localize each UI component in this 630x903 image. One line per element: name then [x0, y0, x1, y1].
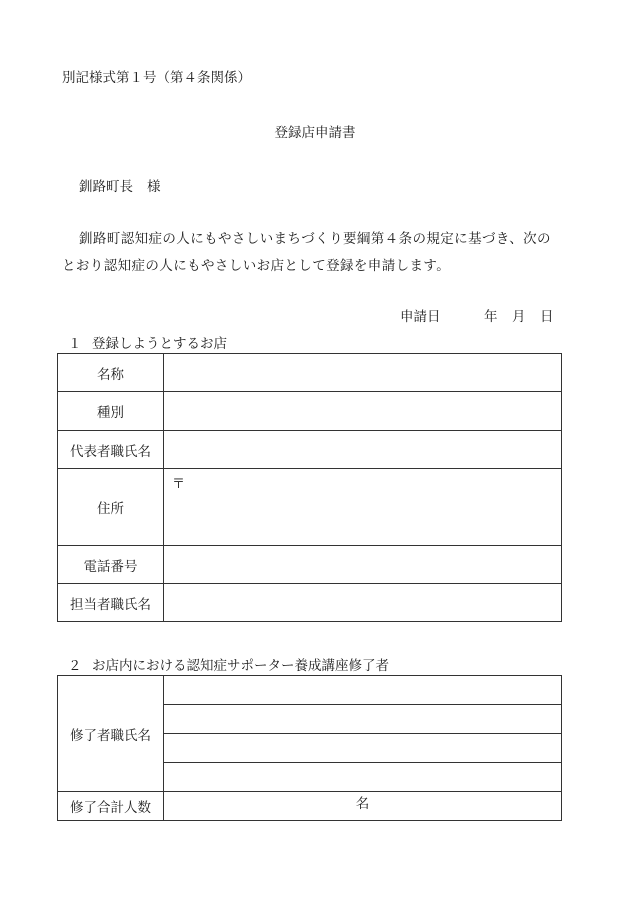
address-field[interactable]: [164, 469, 562, 546]
section-1-heading: [68, 332, 227, 352]
postal-mark: 〒: [172, 477, 186, 492]
date-day-unit: 日: [540, 309, 554, 325]
body-text-line-1: 釧路町認知症の人にもやさしいまちづくり要綱第４条の規定に基づき、次の: [79, 231, 551, 247]
table-row: [58, 354, 562, 392]
table-row: [58, 469, 562, 546]
contact-person-field[interactable]: [164, 584, 562, 622]
store-type-label: 種別: [58, 392, 164, 431]
table-row: [58, 431, 562, 469]
document-title: 登録店申請書: [274, 125, 356, 141]
store-type-field[interactable]: [164, 392, 562, 431]
graduate-total-label: 修了合計人数: [58, 792, 164, 821]
form-number-label: 別記様式第１号（第４条関係）: [62, 70, 251, 86]
representative-field[interactable]: [164, 431, 562, 469]
contact-person-label: 担当者職氏名: [58, 584, 164, 622]
addressee: [79, 175, 161, 195]
section-2-heading: [68, 654, 389, 674]
section-2-title: お店内における認知症サポーター養成講座修了者: [92, 658, 389, 674]
date-month-unit: 月: [512, 309, 526, 325]
representative-label: 代表者職氏名: [58, 431, 164, 469]
table-row: [58, 792, 562, 821]
graduate-name-field-3[interactable]: [164, 734, 562, 763]
store-name-label: 名称: [58, 354, 164, 392]
graduate-name-field-1[interactable]: [164, 676, 562, 705]
addressee-honorific: 様: [147, 179, 161, 195]
section-1-title: 登録しようとするお店: [92, 336, 227, 352]
application-date: [400, 305, 554, 325]
graduate-names-label: 修了者職氏名: [58, 676, 164, 792]
body-text-line-2: とおり認知症の人にもやさしいお店として登録を申請します。: [62, 258, 451, 274]
graduate-name-field-4[interactable]: [164, 763, 562, 792]
date-label: 申請日: [400, 309, 441, 325]
address-label: 住所: [58, 469, 164, 546]
phone-label: 電話番号: [58, 546, 164, 584]
section-2-number: ２: [68, 658, 82, 674]
phone-field[interactable]: [164, 546, 562, 584]
table-row: [58, 676, 562, 705]
store-info-table: [57, 353, 562, 622]
count-unit: 名: [355, 796, 370, 812]
addressee-name: 釧路町長: [79, 179, 133, 195]
graduate-total-field[interactable]: [164, 792, 562, 821]
table-row: [58, 584, 562, 622]
supporter-table: [57, 675, 562, 821]
table-row: [58, 392, 562, 431]
date-year-unit: 年: [484, 309, 498, 325]
graduate-name-field-2[interactable]: [164, 705, 562, 734]
section-1-number: １: [68, 336, 82, 352]
store-name-field[interactable]: [164, 354, 562, 392]
table-row: [58, 546, 562, 584]
